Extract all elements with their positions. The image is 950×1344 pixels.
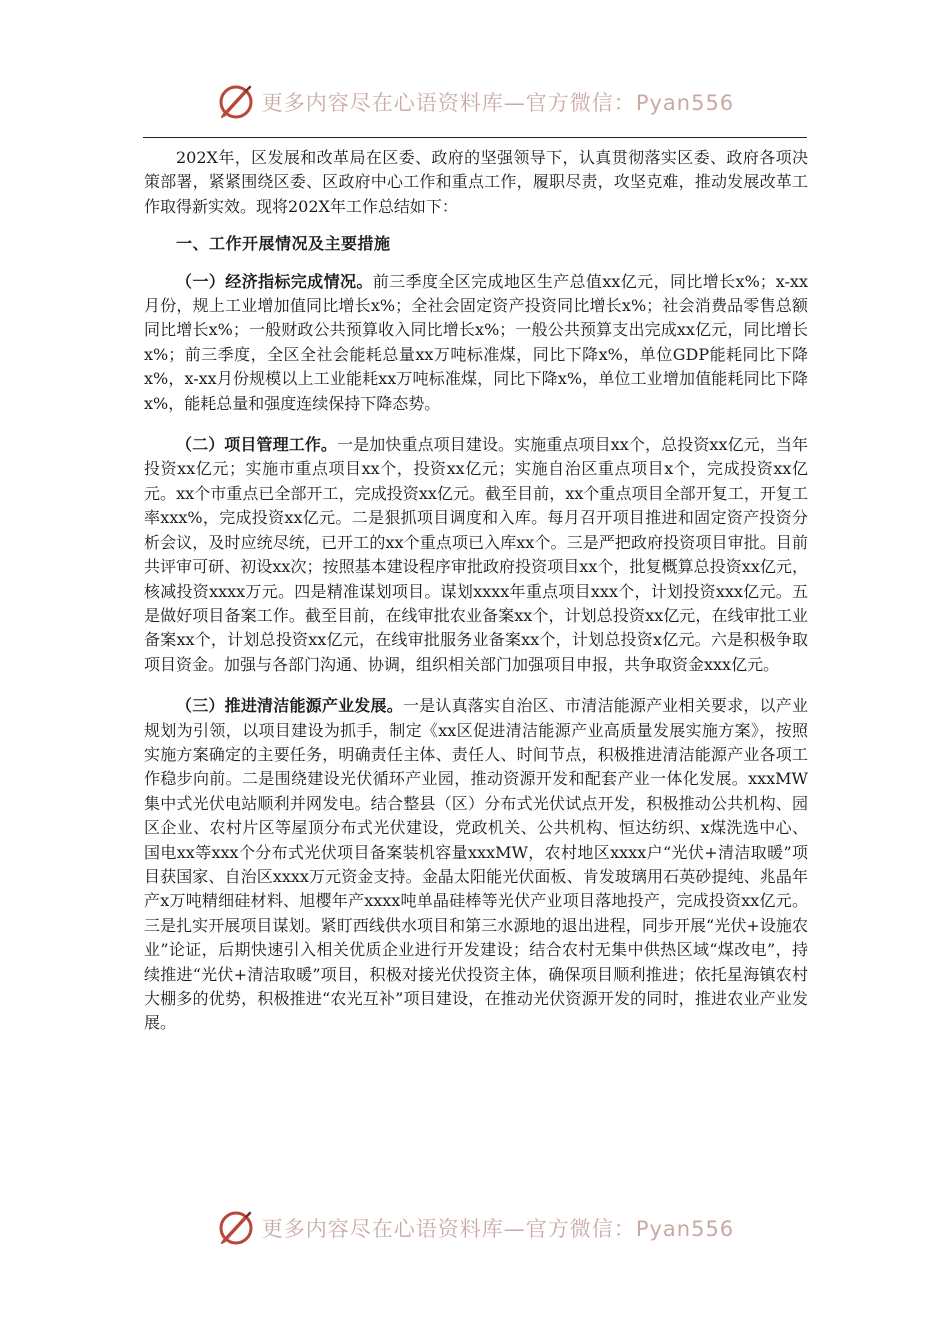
section-heading: 一、工作开展情况及主要措施 [176, 234, 391, 254]
footer-banner [0, 1206, 950, 1250]
subheading-projects: （二）项目管理工作。 [176, 435, 338, 455]
banner-label: 更多内容尽在心语资料库—官方微信： [261, 91, 636, 115]
intro-paragraph: 202X年，区发展和改革局在区委、政府的坚强领导下，认真贯彻落实区委、政府各项决策部署，紧紧围绕区委、区政府中心工作和重点工作，履职尽责，攻坚克难，推动发展改革工作取得新实效。现将202X年工作总结如下： [144, 148, 808, 216]
body-economic: 前三季度全区完成地区生产总值xx亿元，同比增长x%；x-xx月份，规上工业增加值同比增长x%；全社会固定资产投资同比增长x%；社会消费品零售总额同比增长x%；一般财政公共预算收入同比增长x%；一般公共预算支出完成xx亿元，同比增长x%；前三季度，全区全社会能耗总量xx万吨标准煤，同比下降x%，单位GDP能耗同比下降x%，x-xx月份规模以上工业能耗xx万吨标准煤，同比下降x%，单位工业增加值能耗同比下降x%，能耗总量和强度连续保持下降态势。 [144, 271, 808, 413]
header-rule [143, 137, 807, 138]
header-banner [0, 80, 950, 124]
subheading-clean-energy: （三）推进清洁能源产业发展。 [176, 696, 403, 716]
banner-label: 更多内容尽在心语资料库—官方微信： [261, 1217, 636, 1241]
paragraph-clean-energy [144, 694, 808, 1036]
body-projects: 一是加快重点项目建设。实施重点项目xx个，总投资xx亿元，当年投资xx亿元；实施市重点项目xx个，投资xx亿元；实施自治区重点项目x个，完成投资xx亿元。xx个市重点已全部开工，完成投资xx亿元。截至目前，xx个重点项目全部开复工，开复工率xxx%，完成投资xx亿元。二是狠抓项目调度和入库。每月召开项目推进和固定资产投资分析会议，及时应统尽统，已开工的xx个重点项已入库xx个。三是严把政府投资项目审批。目前共评审可研、初设xx次；按照基本建设程序审批政府投资项目xx个，批复概算总投资xx亿元，核减投资xxxx万元。四是精准谋划项目。谋划xxxx年重点项目xxx个，计划投资xxx亿元。五是做好项目备案工作。截至目前，在线审批农业备案xx个，计划总投资xx亿元，在线审批工业备案xx个，计划总投资xx亿元，在线审批服务业备案xx个，计划总投资x亿元。六是积极争取项目资金。加强与各部门沟通、协调，组织相关部门加强项目申报，共争取资金xxx亿元。 [144, 435, 808, 674]
banner-text [262, 87, 734, 117]
paragraph-project-management [144, 433, 808, 677]
body-clean-energy: 一是认真落实自治区、市清洁能源产业相关要求，以产业规划为引领，以项目建设为抓手，制定《xx区促进清洁能源产业高质量发展实施方案》，按照实施方案确定的主要任务，明确责任主体、责任人、时间节点，积极推进清洁能源产业各项工作稳步向前。二是围绕建设光伏循环产业园，推动资源开发和配套产业一体化发展。xxxMW集中式光伏电站顺利并网发电。结合整县（区）分布式光伏试点开发，积极推动公共机构、园区企业、农村片区等屋顶分布式光伏建设，党政机关、公共机构、恒达纺织、x煤洗选中心、国电xx等xxx个分布式光伏项目备案装机容量xxxMW，农村地区xxxx户“光伏+清洁取暖”项目获国家、自治区xxxx万元资金支持。金晶太阳能光伏面板、肯发玻璃用石英砂提纯、兆晶年产x万吨精细硅材料、旭樱年产xxxx吨单晶硅棒等光伏产业项目落地投产，完成投资xx亿元。三是扎实开展项目谋划。紧盯西线供水项目和第三水源地的退出进程，同步开展“光伏+设施农业”论证，后期快速引入相关优质企业进行开发建设；结合农村无集中供热区域“煤改电”，持续推进“光伏+清洁取暖”项目，积极对接光伏投资主体，确保项目顺利推进；依托星海镇农村大棚多的优势，积极推进“农光互补”项目建设，在推动光伏资源开发的同时，推进农业产业发展。 [144, 696, 808, 1033]
paragraph-economic-indicators [144, 270, 808, 416]
pen-logo-icon [216, 82, 256, 122]
wechat-id: Pyan556 [635, 1217, 735, 1241]
subheading-economic: （一）经济指标完成情况。 [176, 271, 373, 291]
banner-text [262, 1213, 734, 1243]
document-body [144, 146, 808, 1036]
wechat-id: Pyan556 [635, 91, 735, 115]
pen-logo-icon [216, 1208, 256, 1248]
